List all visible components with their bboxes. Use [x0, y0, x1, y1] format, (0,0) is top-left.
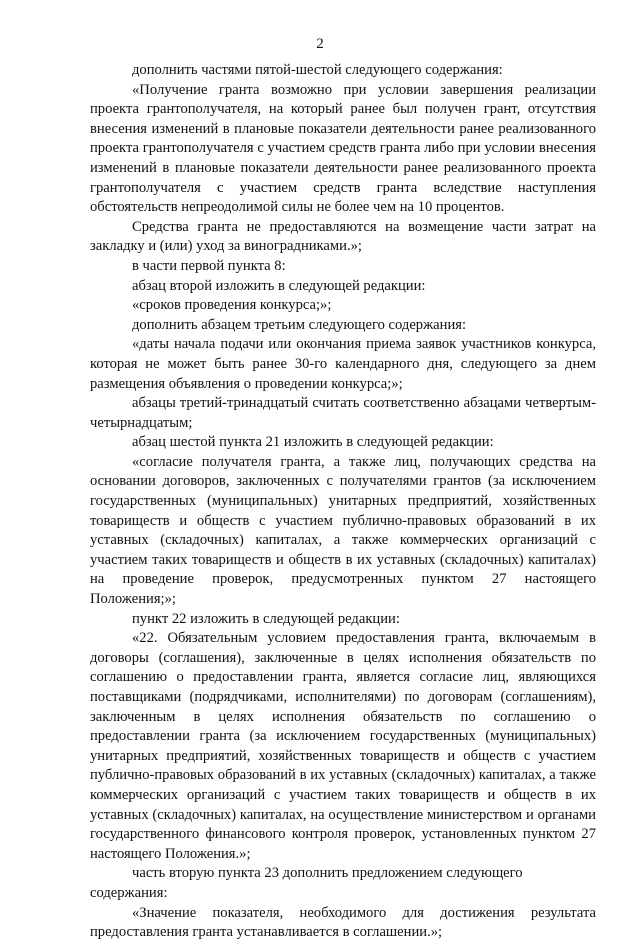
paragraph: абзац шестой пункта 21 изложить в следующей редакции: [132, 434, 494, 451]
paragraph: «Значение показателя, необходимого для достижения результата предоставления гранта устанавливается в соглашении.»; [90, 904, 596, 941]
paragraph: дополнить абзацем третьим следующего содержания: [132, 316, 467, 333]
paragraph: «даты начала подачи или окончания приема заявок участников конкурса, которая не может быть ранее 30-го календарного дня, следующего за днем размещения объявления о проведении конкурса;»; [90, 336, 596, 392]
paragraph: «согласие получателя гранта, а также лиц, получающих средства на основании договоров, заключенных с получателями грантов (за исключением государственных (муниципальных) унитарных предприятий, хозяйственных товариществ и обществ с участием публично-правовых образований в их уставных (складочных) капиталах, а также коммерческих организаций с участием таких товариществ и обществ в их уставных (складочных) капиталах) на проведение проверок, предусмотренных пунктом 27 настоящего Положения;»; [90, 453, 596, 608]
paragraph: в части первой пункта 8: [132, 257, 286, 274]
paragraph: «Получение гранта возможно при условии завершения реализации проекта грантополучателя, на который ранее был получен грант, отсутствия внесения изменений в плановые показатели деятельности ранее реализованного проекта грантополучателя с участием средств гранта либо при условии внесения изменений в плановые показатели деятельности ранее реализованного проекта грантополучателя с участием средств гранта вследствие наступления обстоятельств непреодолимой силы не более чем на 10 процентов. [90, 81, 596, 216]
page-number: 2 [316, 36, 324, 52]
paragraph: абзац второй изложить в следующей редакции: [132, 277, 426, 294]
paragraph: абзацы третий-тринадцатый считать соответственно абзацами четвертым-четырнадцатым; [90, 395, 596, 431]
paragraph: «22. Обязательным условием предоставления гранта, включаемым в договоры (соглашения), заключенные в целях исполнения обязательств по соглашению о предоставлении гранта, является согласие лиц, являющихся поставщиками (подрядчиками, исполнителями) по договорам (соглашениям), заключенным в целях исполнения обязательств по соглашению о предоставлении гранта (за исключением государственных (муниципальных) унитарных предприятий, хозяйственных товариществ и обществ с участием публично-правовых образований в их уставных (складочных) капиталах, а также коммерческих организаций с участием таких товариществ и обществ в их уставных (складочных) капиталах, на осуществление министерством и органами государственного финансового контроля проверок, установленных пунктом 27 настоящего Положения.»; [90, 630, 596, 862]
paragraph: пункт 22 изложить в следующей редакции: [132, 610, 400, 627]
paragraph: дополнить частями пятой-шестой следующего содержания: [132, 62, 503, 78]
document-body [90, 61, 596, 943]
paragraph: Средства гранта не предоставляются на возмещение части затрат на закладку и (или) уход за виноградниками.»; [90, 218, 596, 255]
paragraph: «сроков проведения конкурса;»; [132, 297, 332, 314]
paragraph: часть вторую пункта 23 дополнить предложением следующего содержания: [90, 865, 523, 901]
